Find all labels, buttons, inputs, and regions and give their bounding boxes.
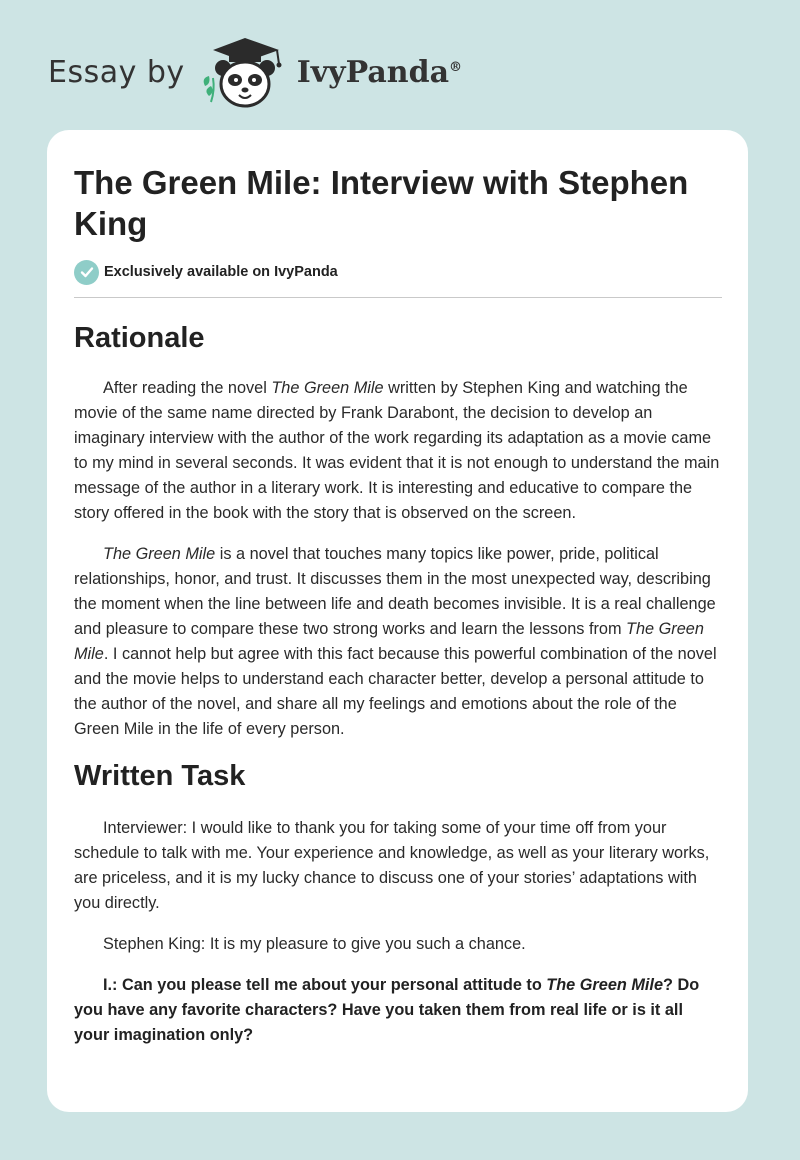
brand-prefix: Essay by <box>48 54 185 90</box>
section-heading-rationale: Rationale <box>74 322 205 354</box>
divider <box>74 297 722 298</box>
exclusive-badge <box>74 258 722 286</box>
check-circle-icon <box>74 260 99 285</box>
page-title: The Green Mile: Interview with Stephen King <box>74 164 689 242</box>
paragraph: After reading the novel The Green Mile written by Stephen King and watching the movie of the same name directed by Frank Darabont, the decision to develop an imaginary interview with the author of the work regarding its adaptation as a movie came to my mind in several seconds. It was evident that it is not enough to understand the main message of the author in a literary work. It is interesting and educative to compare the story offered in the book with the story that is observed on the screen. <box>74 379 720 522</box>
site-logo[interactable] <box>48 34 462 110</box>
paragraph: Interviewer: I would like to thank you for taking some of your time off from your schedule to talk with me. Your experience and knowledge, as well as your literary works, are priceless, and it is my lucky chance to discuss one of your stories’ adaptations with you directly. <box>74 819 710 912</box>
section-heading-written-task: Written Task <box>74 760 246 792</box>
paragraph-question: I.: Can you please tell me about your personal attitude to The Green Mile? Do you have any favorite characters? Have you taken them from real life or is it all your imagination only? <box>74 976 700 1044</box>
brand-name: IvyPanda® <box>296 54 463 90</box>
paragraph: The Green Mile is a novel that touches many topics like power, pride, political relationships, honor, and trust. It discusses them in the most unexpected way, describing the moment when the line between life and death becomes invisible. It is a real challenge and pleasure to compare these two strong works and learn the lessons from The Green Mile. I cannot help but agree with this fact because this powerful combination of the novel and the movie helps to understand each character better, develop a personal attitude to the author of the novel, and share all my feelings and emotions about the role of the Green Mile in the life of every person. <box>74 545 717 738</box>
article-card <box>47 130 748 1112</box>
badge-label: Exclusively available on IvyPanda <box>104 264 338 280</box>
panda-mascot-icon <box>199 34 291 110</box>
paragraph: Stephen King: It is my pleasure to give you such a chance. <box>103 935 526 953</box>
